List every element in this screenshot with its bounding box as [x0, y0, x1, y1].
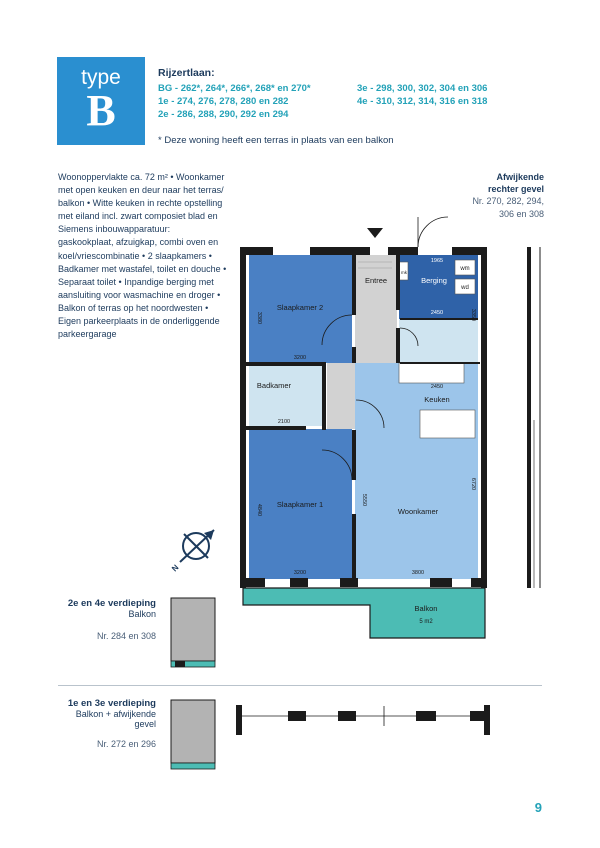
variant-1-thumbnail	[171, 598, 215, 667]
right-facade	[527, 247, 540, 588]
type-label: type	[81, 66, 121, 89]
dim-sk1-depth: 4840	[256, 503, 262, 517]
dim-woon-left-depth: 5550	[361, 493, 367, 507]
mk-label: mk	[401, 270, 407, 275]
variant-2-thumbnail	[171, 700, 215, 769]
dim-berging-top: 1965	[430, 258, 444, 264]
dim-sk1-width: 3200	[293, 570, 307, 576]
room-label-berging: Berging	[421, 276, 447, 285]
variant-1-info	[50, 598, 156, 641]
room-label-slaapkamer-2: Slaapkamer 2	[276, 303, 324, 312]
address-line: 1e - 274, 276, 278, 280 en 282	[158, 96, 289, 107]
room-label-woonkamer: Woonkamer	[397, 507, 439, 516]
wd-label: wd	[461, 285, 469, 291]
dim-keuken-width: 2450	[430, 384, 444, 390]
afwijkende-nrs: Nr. 270, 282, 294,	[472, 196, 544, 207]
entrance-arrow-icon	[367, 228, 383, 238]
variant-1-sub: Balkon	[128, 609, 156, 619]
room-label-entree: Entree	[364, 276, 388, 285]
dim-berging-depth: 3350	[470, 308, 476, 322]
address-title: Rijzertlaan:	[158, 67, 215, 79]
badkamer-area	[249, 366, 325, 426]
address-line: 2e - 286, 288, 290, 292 en 294	[158, 109, 289, 120]
room-label-slaapkamer-1: Slaapkamer 1	[276, 500, 324, 509]
variant-1-title: 2e en 4e verdieping	[67, 598, 156, 609]
address-line: BG - 262*, 264*, 266*, 268* en 270*	[158, 83, 311, 94]
woonkamer-area	[355, 363, 478, 579]
address-line: 3e - 298, 300, 302, 304 en 306	[357, 83, 488, 94]
dim-sk2-width: 3200	[293, 355, 307, 361]
page-number: 9	[534, 800, 542, 815]
variant-1-nrs: Nr. 284 en 308	[96, 631, 156, 641]
afwijkende-title: rechter gevel	[487, 184, 544, 195]
balkon-area-label: 5 m2	[419, 619, 433, 625]
dim-woon-width: 3800	[411, 570, 425, 576]
dim-woon-depth: 6720	[470, 477, 476, 491]
compass-north-label: N	[170, 562, 181, 574]
room-label-balkon: Balkon	[414, 604, 438, 613]
type-letter: B	[86, 86, 116, 135]
variant-2-info	[40, 698, 156, 749]
variant-2-title: 1e en 3e verdieping	[67, 698, 156, 709]
dim-sk2-depth: 3380	[256, 311, 262, 325]
afwijkende-title: Afwijkende	[496, 172, 544, 182]
keuken-counter	[399, 363, 464, 383]
variant-2-nrs: Nr. 272 en 296	[96, 739, 156, 749]
variant-2-facade	[236, 705, 490, 735]
dim-bad-width: 2100	[277, 419, 291, 425]
room-label-badkamer: Badkamer	[256, 381, 292, 390]
apartment-description: Woonoppervlakte ca. 72 m² • Woonkamer met open keuken en deur naar het terras/ balkon • Witte keuken in rechte opstelling met eiland incl. zwart composiet blad en Siemens inbouwapparatuur: gaskookplaat, afzuigkap, combi oven en koel/vriescombinatie • 2 slaapkamers • Badkamer met wastafel, toilet en douche • Separaat toilet • Inpandige berging met aansluiting voor wasmachine en droger • Balkon of terras op het noordwesten • Eigen parkeerplaats in de onderliggende parkeergarage	[58, 172, 227, 340]
dim-berging-mid: 2450	[430, 310, 444, 316]
toilet-area	[399, 319, 478, 363]
variant-2-sub: gevel	[134, 719, 156, 729]
keuken-island	[420, 410, 475, 438]
balkon-area	[243, 588, 485, 638]
compass-icon	[170, 530, 214, 573]
terras-note: * Deze woning heeft een terras in plaats van een balkon	[158, 135, 394, 146]
afwijkende-nrs: 306 en 308	[498, 208, 544, 219]
address-line: 4e - 310, 312, 314, 316 en 318	[357, 96, 488, 107]
wm-label: wm	[460, 266, 470, 272]
divider	[58, 685, 542, 686]
variant-2-sub: Balkon + afwijkende	[75, 709, 156, 719]
room-label-keuken: Keuken	[424, 395, 450, 404]
